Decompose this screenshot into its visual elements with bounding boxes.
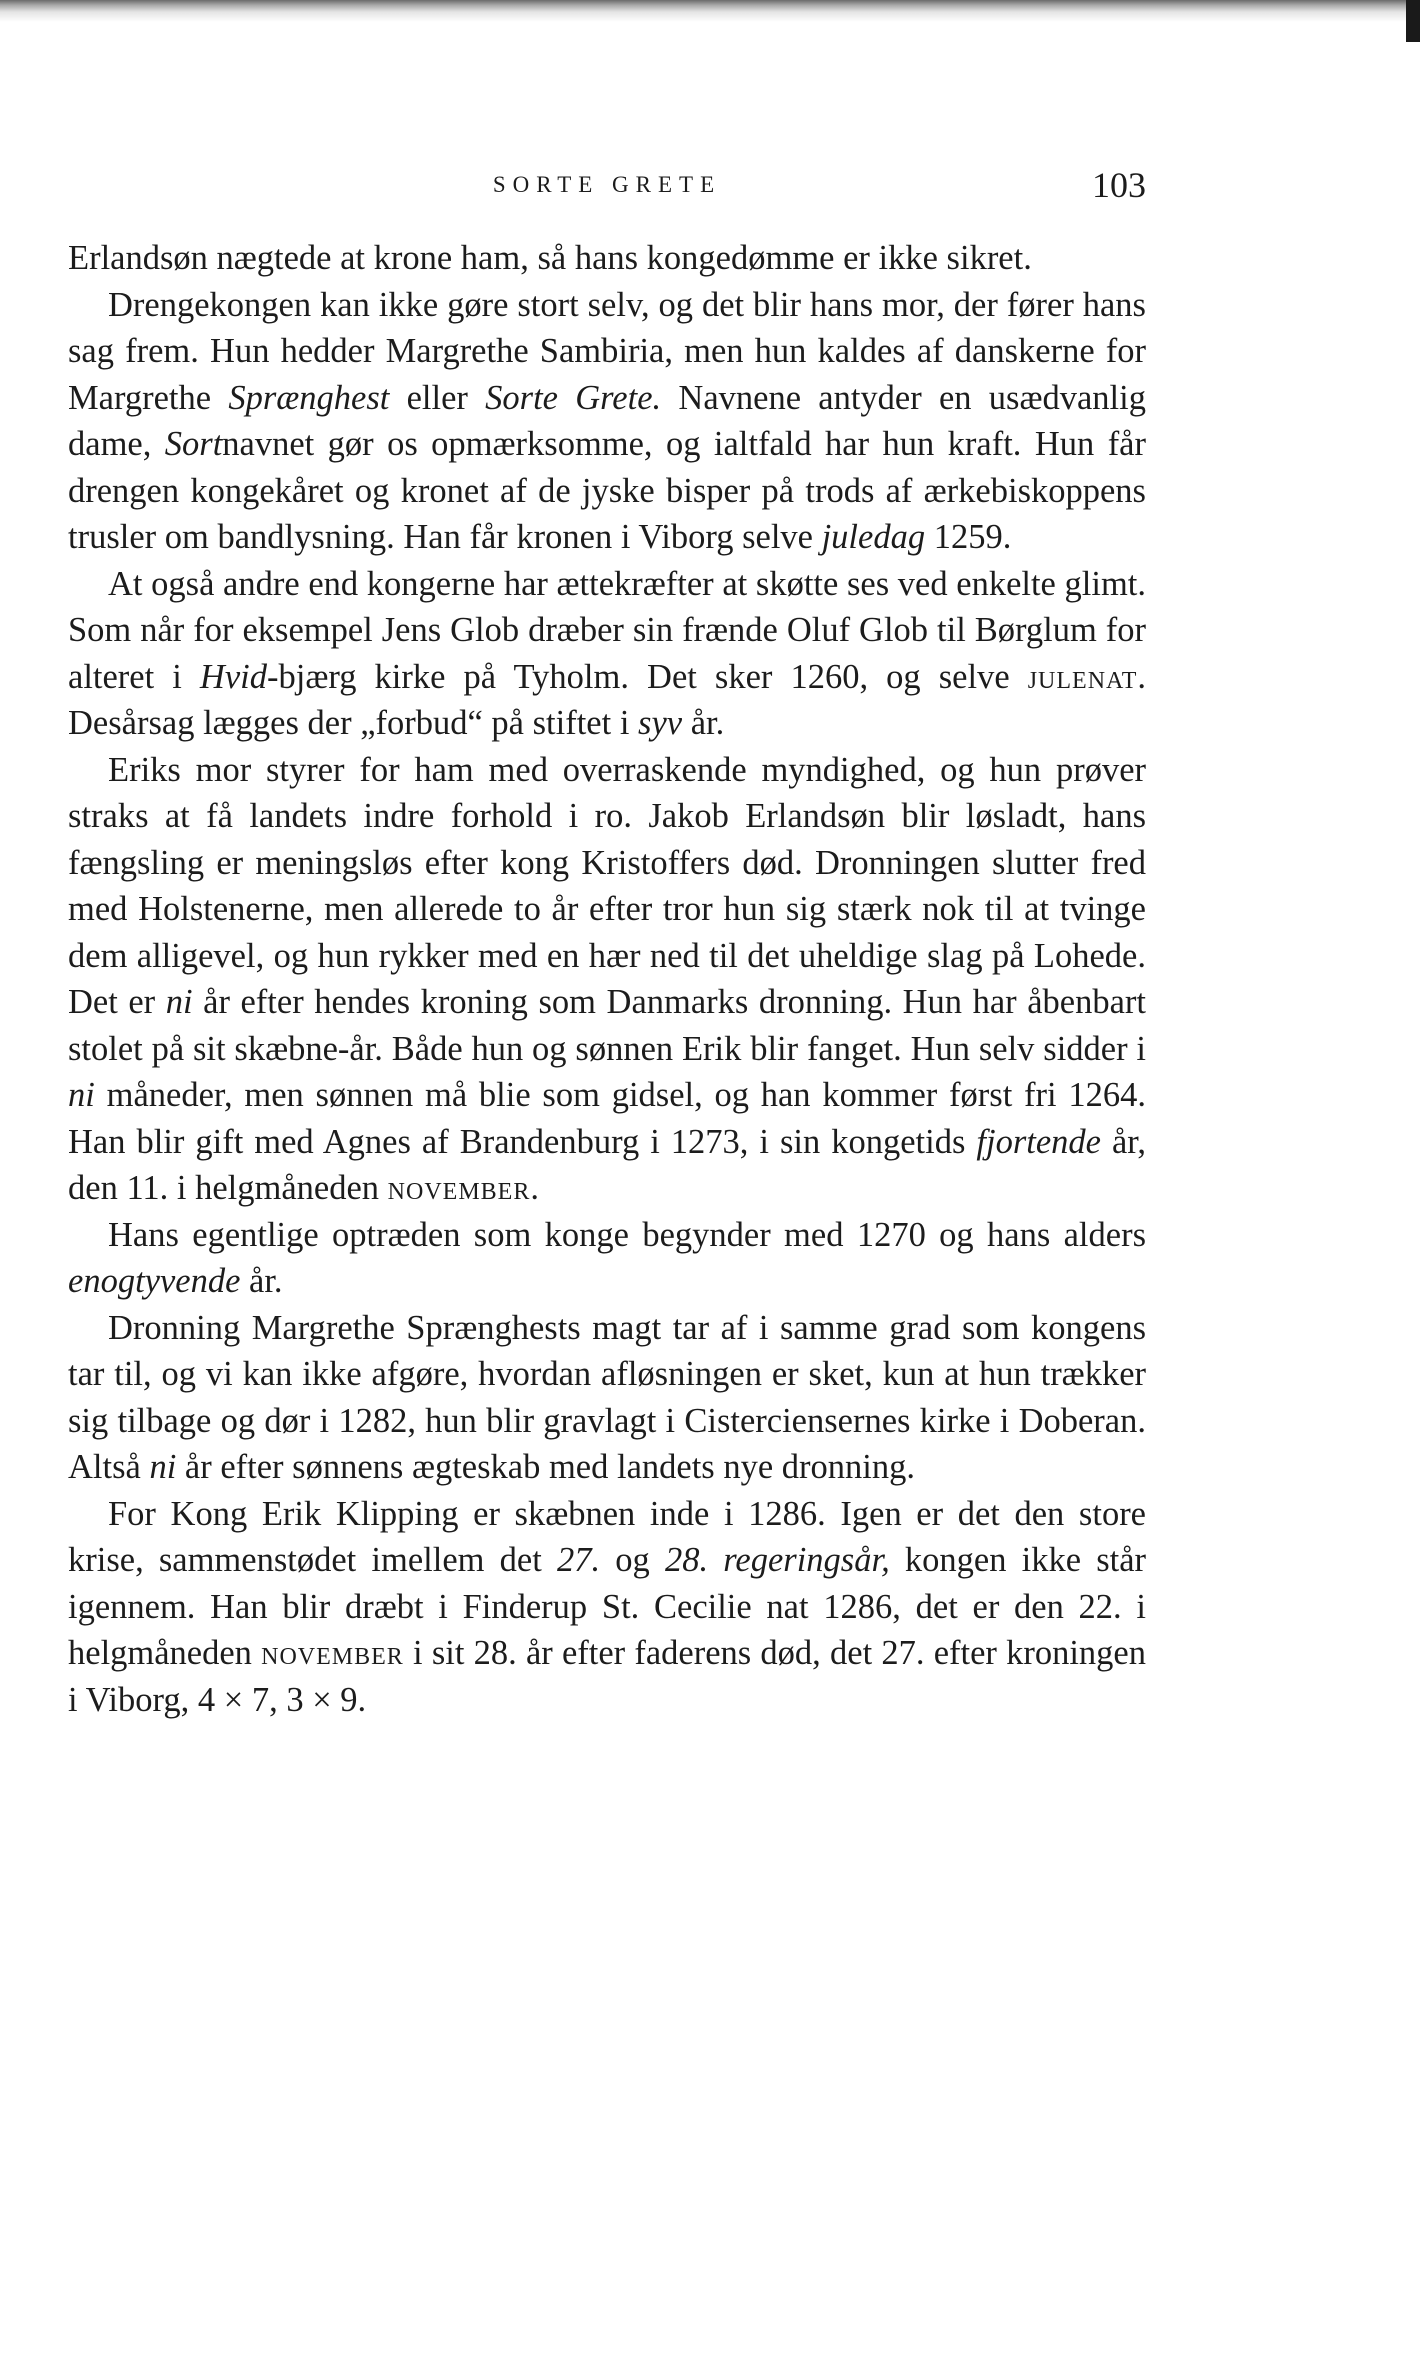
text-run: At også andre end kongerne har ættekræfter at skøtte ses ved enkelte glimt. Som når for eksempel Jens Glob dræber sin frænde Oluf Glob til Børglum for alteret i xyxy=(68,564,1146,696)
text-run: Hans egentlige optræden som konge begynder med 1270 og hans alders xyxy=(108,1215,1146,1254)
paragraph xyxy=(68,282,1146,561)
text-run: Erlandsøn nægtede at krone ham, så hans kongedømme er ikke sikret. xyxy=(68,239,1032,277)
text-run: Navnene antyder en usædvanlig dame, xyxy=(68,378,1146,463)
italic-text: 27. xyxy=(556,1541,601,1579)
scan-top-edge xyxy=(0,0,1420,22)
paragraph xyxy=(68,747,1146,1212)
italic-text: Sorte Grete. xyxy=(485,378,662,417)
text-run: . Desårsag lægges der „forbud“ på stiftet i xyxy=(68,657,1146,742)
text-run: Dronning Margrethe Sprænghests magt tar af i samme grad som kongens tar til, og vi kan ikke afgøre, hvordan afløsningen er sket, kun at hun trækker sig tilbage og dør i 1282, hun blir gravlagt i Cisterciensernes kirke i Doberan. Altså xyxy=(68,1308,1146,1486)
italic-text: ni xyxy=(149,1448,177,1486)
small-caps-text: julenat xyxy=(1027,657,1138,696)
paragraph xyxy=(68,1491,1146,1724)
text-run: eller xyxy=(389,378,486,417)
text-run: Drengekongen kan ikke gøre stort selv, og det blir hans mor, der fører hans sag frem. Hun hedder Margrethe Sambiria, men hun kaldes af danskerne for Margrethe xyxy=(68,285,1146,417)
text-run: år. xyxy=(240,1262,283,1300)
paragraph xyxy=(68,1305,1146,1491)
text-run: Eriks mor styrer for ham med overraskende myndighed, og hun prøver straks at få landets indre forhold i ro. Jakob Erlandsøn blir løsladt, hans fængsling er meningsløs efter kong Kristoffers død. Dronningen slutter fred med Holstenerne, men allerede to år efter tror hun sig stærk nok til at tvinge dem alligevel, og hun rykker med en hær ned til det uheldige slag på Lohede. Det er xyxy=(68,750,1146,1021)
italic-text: syv xyxy=(638,704,683,742)
text-run: 1259. xyxy=(925,518,1012,556)
small-caps-text: november xyxy=(387,1169,531,1207)
italic-text: enogtyvende xyxy=(68,1262,241,1300)
body-text xyxy=(68,235,1146,1723)
running-title: SORTE GRETE xyxy=(492,172,722,197)
text-run: For Kong Erik Klipping er skæbnen inde i 1286. Igen er det den store krise, sammenstødet imellem det xyxy=(68,1494,1146,1579)
paragraph xyxy=(68,1212,1146,1305)
italic-text: juledag xyxy=(821,518,926,556)
text-run: år, den 11. i helgmåneden xyxy=(68,1122,1147,1207)
text-run: og xyxy=(600,1541,665,1579)
text-run: måneder, men sønnen må blie som gidsel, og han kommer først fri 1264. Han blir gift med Agnes af Brandenburg i 1273, i sin kongetids xyxy=(68,1076,1146,1161)
text-run: navnet gør os opmærksomme, og ialtfald har hun kraft. Hun får drengen kongekåret og kronet af de jyske bisper på trods af ærkebiskoppens trusler om bandlysning. Han får kronen i Viborg selve xyxy=(68,425,1146,556)
italic-text: ni xyxy=(165,983,193,1021)
page-number: 103 xyxy=(1092,165,1146,205)
italic-text: 28. regeringsår, xyxy=(664,1541,890,1579)
italic-text: Hvid xyxy=(199,657,267,696)
paragraph xyxy=(68,561,1146,747)
text-run: . xyxy=(530,1169,539,1207)
text-run: kongen ikke står igennem. Han blir dræbt i Finderup St. Cecilie nat 1286, det er den 22. i helgmåneden xyxy=(68,1541,1147,1672)
italic-text: Sprænghest xyxy=(228,378,390,417)
italic-text: ni xyxy=(68,1076,95,1114)
small-caps-text: november xyxy=(261,1634,404,1672)
text-run: år efter sønnens ægteskab med landets nye dronning. xyxy=(176,1448,915,1486)
text-run: år. xyxy=(682,704,725,742)
italic-text: Sort xyxy=(164,425,223,463)
text-run: år efter hendes kroning som Danmarks dronning. Hun har åbenbart stolet på sit skæbne-år. Både hun og sønnen Erik blir fanget. Hun selv sidder i xyxy=(68,983,1146,1068)
page-header xyxy=(68,165,1146,212)
text-run: -bjærg kirke på Tyholm. Det sker 1260, og selve xyxy=(267,657,1028,696)
italic-text: fjortende xyxy=(976,1122,1101,1161)
paragraph xyxy=(68,235,1146,282)
text-run: i sit 28. år efter faderens død, det 27. efter kroningen i Viborg, 4 × 7, 3 × 9. xyxy=(68,1634,1146,1719)
scan-corner-mark xyxy=(1406,0,1420,42)
